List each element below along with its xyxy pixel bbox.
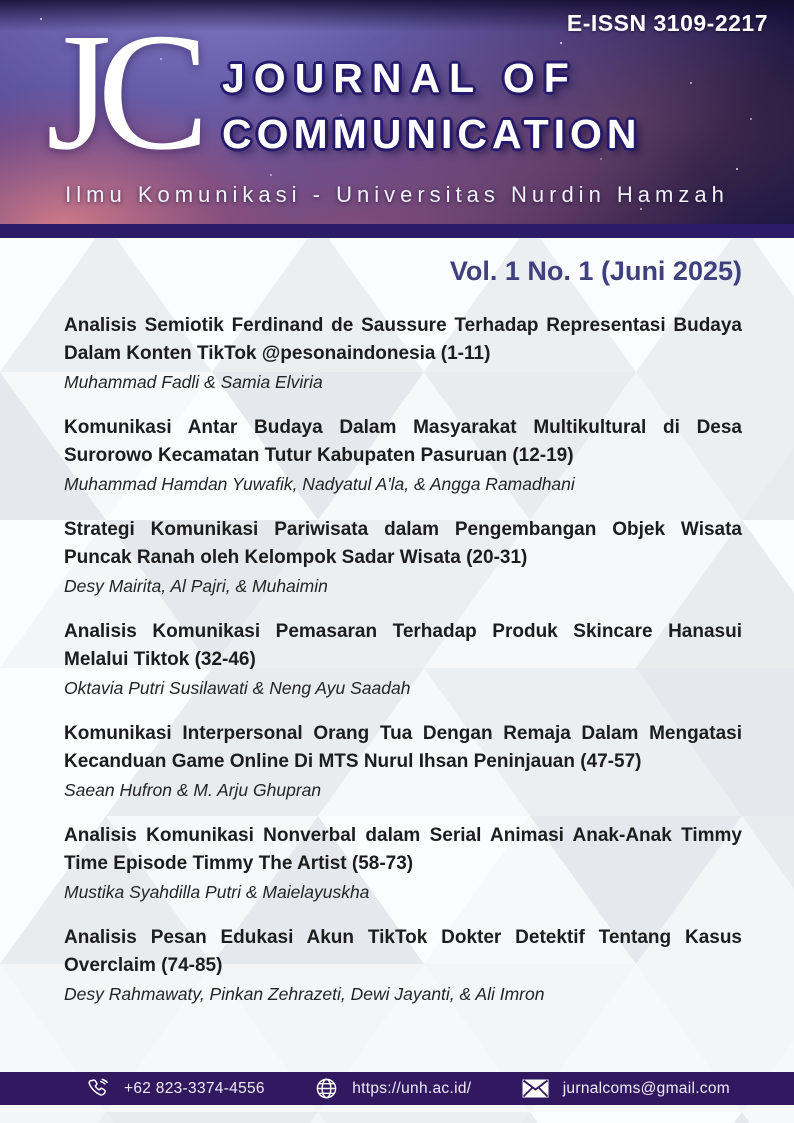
article-entry [64,312,742,394]
article-title: Analisis Pesan Edukasi Akun TikTok Dokter Detektif Tentang Kasus Overclaim (74-85) [64,927,742,976]
phone-icon [86,1077,110,1101]
footer-website-url[interactable]: https://unh.ac.id/ [352,1079,472,1097]
article-title: Analisis Komunikasi Nonverbal dalam Serial Animasi Anak-Anak Timmy Time Episode Timmy The Artist (58-73) [64,825,742,874]
journal-logo: JC [46,0,196,185]
article-authors: Muhammad Hamdan Yuwafik, Nadyatul A'la, & Angga Ramadhani [64,474,575,494]
article-authors: Desy Mairita, Al Pajri, & Muhaimin [64,576,328,596]
globe-icon [315,1077,338,1100]
eissn-label: E-ISSN 3109-2217 [566,10,768,36]
article-authors: Muhammad Fadli & Samia Elviria [64,372,323,392]
article-authors: Oktavia Putri Susilawati & Neng Ayu Saadah [64,678,411,698]
table-of-contents [0,238,794,1026]
article-authors: Saean Hufron & M. Arju Ghupran [64,780,322,800]
article-entry [64,414,742,496]
footer-website[interactable] [315,1077,471,1100]
journal-title-line2: COMMUNICATION [222,111,642,157]
journal-subtitle: Ilmu Komunikasi - Universitas Nurdin Hamzah [65,182,729,207]
article-entry [64,516,742,598]
issue-label: Vol. 1 No. 1 (Juni 2025) [449,256,742,286]
footer-phone[interactable] [86,1077,265,1101]
contact-footer [0,1072,794,1105]
article-title: Analisis Semiotik Ferdinand de Saussure Terhadap Representasi Budaya Dalam Konten TikTok @pesonaindonesia (1-11) [64,315,742,364]
header-divider-band [0,224,794,238]
article-entry [64,822,742,904]
footer-phone-number[interactable]: +62 823-3374-4556 [124,1079,265,1097]
article-title: Komunikasi Antar Budaya Dalam Masyarakat Multikultural di Desa Surorowo Kecamatan Tutur Kabupaten Pasuruan (12-19) [64,417,742,466]
article-entry [64,720,742,802]
article-title: Analisis Komunikasi Pemasaran Terhadap Produk Skincare Hanasui Melalui Tiktok (32-46) [64,621,742,670]
article-title: Strategi Komunikasi Pariwisata dalam Pengembangan Objek Wisata Puncak Ranah oleh Kelompok Sadar Wisata (20-31) [64,519,742,568]
article-title: Komunikasi Interpersonal Orang Tua Dengan Remaja Dalam Mengatasi Kecanduan Game Online Di MTS Nurul Ihsan Peninjauan (47-57) [64,723,742,772]
footer-email-address[interactable]: jurnalcoms@gmail.com [562,1079,730,1097]
article-entry [64,618,742,700]
journal-title [222,55,642,157]
mail-icon [522,1079,549,1098]
footer-email[interactable] [522,1079,730,1098]
journal-header [0,0,794,224]
article-authors: Desy Rahmawaty, Pinkan Zehrazeti, Dewi Jayanti, & Ali Imron [64,984,545,1004]
article-authors: Mustika Syahdilla Putri & Maielayuskha [64,882,370,902]
article-entry [64,924,742,1006]
stars-decoration [40,18,42,20]
journal-title-line1: JOURNAL OF [222,55,578,101]
